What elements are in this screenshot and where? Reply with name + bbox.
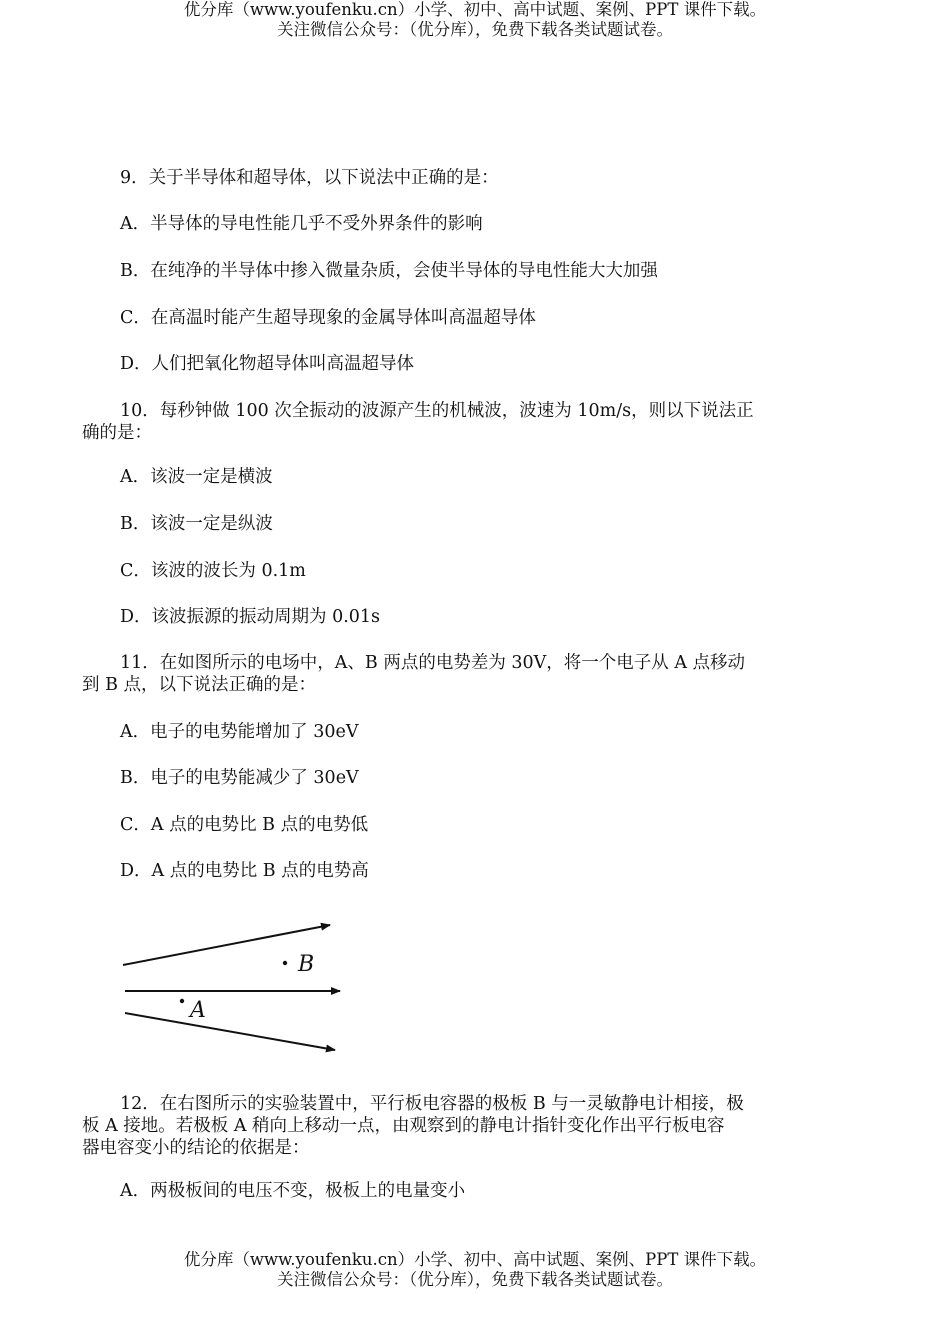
field-line-bottom	[125, 1013, 335, 1050]
q10-option-d: D．该波振源的振动周期为 0.01s	[120, 607, 381, 627]
electric-field-diagram	[110, 905, 360, 1070]
q10-option-b: B．该波一定是纵波	[120, 514, 273, 534]
header-line-2: 关注微信公众号：（优分库），免费下载各类试题试卷。	[277, 20, 673, 39]
q9-stem: 9．关于半导体和超导体，以下说法中正确的是：	[120, 168, 499, 188]
page-footer	[0, 1250, 950, 1290]
q12-stem-line-3: 器电容变小的结论的依据是：	[82, 1138, 310, 1158]
q9-option-b: B．在纯净的半导体中掺入微量杂质，会使半导体的导电性能大大加强	[120, 261, 658, 281]
footer-line-1: 优分库（www.youfenku.cn）小学、初中、高中试题、案例、PPT 课件下载。	[183, 1250, 767, 1269]
point-b-label: B	[298, 952, 315, 977]
page-header	[0, 0, 950, 40]
q10-stem-line-1: 10．每秒钟做 100 次全振动的波源产生的机械波，波速为 10m/s，则以下说法正	[120, 401, 754, 421]
header-line-1: 优分库（www.youfenku.cn）小学、初中、高中试题、案例、PPT 课件下载。	[183, 0, 767, 19]
q11-option-d: D．A 点的电势比 B 点的电势高	[120, 861, 369, 881]
q11-option-b: B．电子的电势能减少了 30eV	[120, 768, 359, 788]
q11-stem-line-2: 到 B 点，以下说法正确的是：	[82, 675, 316, 695]
q10-stem-line-2: 确的是：	[82, 423, 152, 443]
q9-option-c: C．在高温时能产生超导现象的金属导体叫高温超导体	[120, 308, 536, 328]
q10-option-a: A．该波一定是横波	[120, 467, 273, 487]
q11-option-a: A．电子的电势能增加了 30eV	[120, 722, 359, 742]
q11-stem-line-1: 11．在如图所示的电场中，A、B 两点的电势差为 30V，将一个电子从 A 点移动	[120, 653, 746, 673]
q11-option-c: C．A 点的电势比 B 点的电势低	[120, 815, 369, 835]
q12-option-a: A．两极板间的电压不变，极板上的电量变小	[120, 1181, 466, 1201]
point-b-dot	[283, 961, 287, 965]
q10-option-c: C．该波的波长为 0.1m	[120, 561, 306, 581]
footer-line-2: 关注微信公众号：（优分库），免费下载各类试题试卷。	[277, 1270, 673, 1289]
q9-option-d: D．人们把氧化物超导体叫高温超导体	[120, 354, 415, 374]
q12-stem-line-1: 12．在右图所示的实验装置中，平行板电容器的极板 B 与一灵敏静电计相接，极	[120, 1094, 744, 1114]
point-a-label: A	[190, 998, 206, 1023]
point-a-dot	[180, 999, 184, 1003]
q12-stem-line-2: 板 A 接地。若极板 A 稍向上移动一点，由观察到的静电计指针变化作出平行板电容	[82, 1116, 725, 1136]
q9-option-a: A．半导体的导电性能几乎不受外界条件的影响	[120, 214, 483, 234]
